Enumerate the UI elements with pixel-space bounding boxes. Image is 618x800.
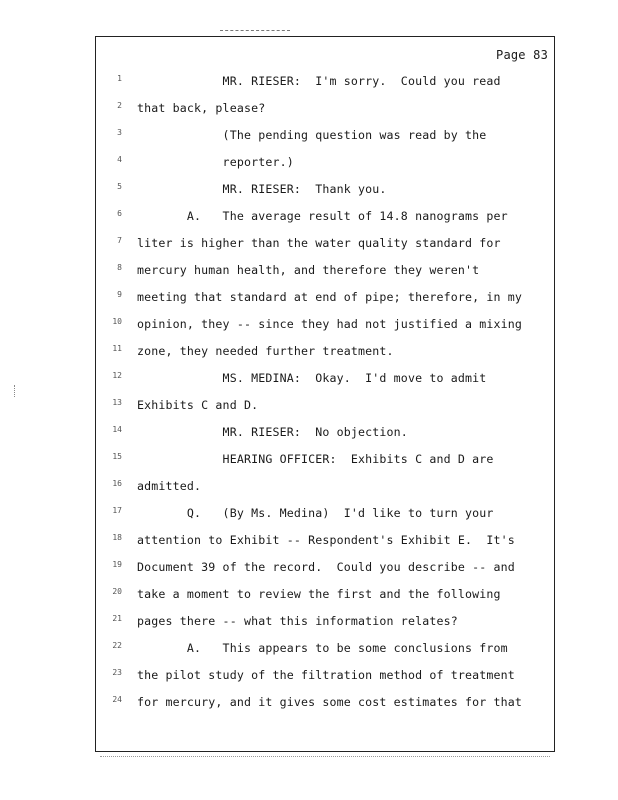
- transcript-page: [95, 36, 555, 752]
- transcript-line: [96, 153, 554, 171]
- transcript-line: [96, 558, 554, 576]
- line-number: 14: [112, 425, 122, 434]
- line-number: 22: [112, 641, 122, 650]
- line-number: 4: [117, 155, 122, 164]
- line-text: meeting that standard at end of pipe; therefore, in my: [137, 290, 523, 304]
- line-number: 24: [112, 695, 122, 704]
- scan-artifact-top: [220, 30, 290, 31]
- line-number: 17: [112, 506, 122, 515]
- line-number: 18: [112, 533, 122, 542]
- line-text: attention to Exhibit -- Respondent's Exhibit E. It's: [137, 533, 515, 547]
- line-text: Exhibits C and D.: [137, 398, 259, 412]
- line-text: that back, please?: [137, 101, 266, 115]
- transcript-line: [96, 450, 554, 468]
- line-text: take a moment to review the first and the following: [137, 587, 501, 601]
- transcript-line: [96, 504, 554, 522]
- line-text: Document 39 of the record. Could you describe -- and: [137, 560, 515, 574]
- transcript-line: [96, 288, 554, 306]
- line-text: the pilot study of the filtration method of treatment: [137, 668, 515, 682]
- line-number: 1: [117, 74, 122, 83]
- transcript-line: [96, 207, 554, 225]
- line-text: A. This appears to be some conclusions from: [137, 641, 508, 655]
- line-text: MR. RIESER: I'm sorry. Could you read: [137, 74, 501, 88]
- transcript-line: [96, 369, 554, 387]
- line-number: 7: [117, 236, 122, 245]
- line-number: 8: [117, 263, 122, 272]
- line-text: opinion, they -- since they had not justified a mixing: [137, 317, 523, 331]
- line-number: 3: [117, 128, 122, 137]
- line-number: 19: [112, 560, 122, 569]
- line-number: 5: [117, 182, 122, 191]
- transcript-line: [96, 612, 554, 630]
- line-number: 2: [117, 101, 122, 110]
- line-text: admitted.: [137, 479, 202, 493]
- line-number: 21: [112, 614, 122, 623]
- transcript-line: [96, 72, 554, 90]
- transcript-line: [96, 126, 554, 144]
- line-text: MR. RIESER: Thank you.: [137, 182, 387, 196]
- transcript-line: [96, 396, 554, 414]
- transcript-line: [96, 315, 554, 333]
- line-text: reporter.): [137, 155, 294, 169]
- line-number: 15: [112, 452, 122, 461]
- transcript-line: [96, 585, 554, 603]
- transcript-line: [96, 234, 554, 252]
- transcript-line: [96, 180, 554, 198]
- line-text: for mercury, and it gives some cost estimates for that: [137, 695, 523, 709]
- scan-artifact-bottom: [100, 756, 550, 757]
- line-text: A. The average result of 14.8 nanograms per: [137, 209, 508, 223]
- line-text: MR. RIESER: No objection.: [137, 425, 408, 439]
- line-text: zone, they needed further treatment.: [137, 344, 394, 358]
- line-number: 23: [112, 668, 122, 677]
- page-number: Page 83: [496, 48, 548, 62]
- line-number: 6: [117, 209, 122, 218]
- transcript-line: [96, 531, 554, 549]
- transcript-line: [96, 666, 554, 684]
- line-text: MS. MEDINA: Okay. I'd move to admit: [137, 371, 487, 385]
- transcript-line: [96, 342, 554, 360]
- line-number: 20: [112, 587, 122, 596]
- line-number: 11: [112, 344, 122, 353]
- line-number: 16: [112, 479, 122, 488]
- line-text: Q. (By Ms. Medina) I'd like to turn your: [137, 506, 494, 520]
- transcript-line: [96, 261, 554, 279]
- transcript-line: [96, 423, 554, 441]
- transcript-line: [96, 693, 554, 711]
- line-text: mercury human health, and therefore they weren't: [137, 263, 480, 277]
- line-text: HEARING OFFICER: Exhibits C and D are: [137, 452, 494, 466]
- scan-artifact-margin: [14, 385, 17, 397]
- line-number: 10: [112, 317, 122, 326]
- line-text: liter is higher than the water quality standard for: [137, 236, 501, 250]
- transcript-line: [96, 477, 554, 495]
- line-text: (The pending question was read by the: [137, 128, 487, 142]
- transcript-line: [96, 99, 554, 117]
- line-number: 12: [112, 371, 122, 380]
- transcript-line: [96, 639, 554, 657]
- line-number: 9: [117, 290, 122, 299]
- line-number: 13: [112, 398, 122, 407]
- line-text: pages there -- what this information relates?: [137, 614, 458, 628]
